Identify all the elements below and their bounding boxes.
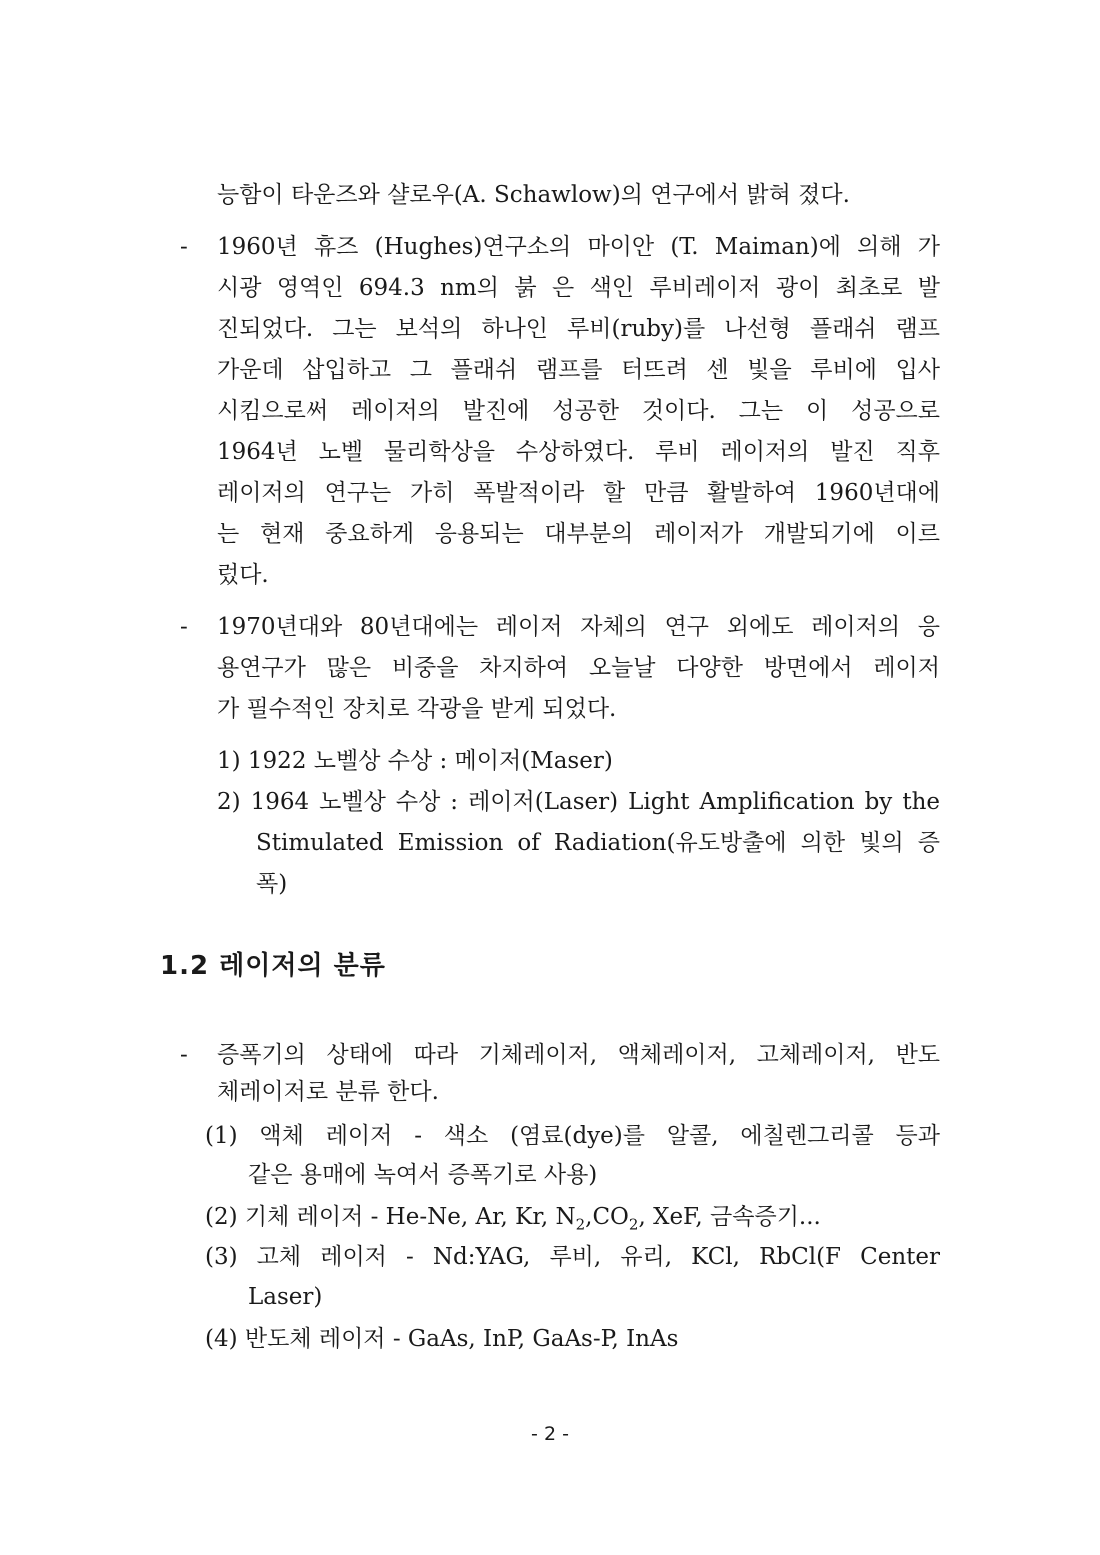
nobel-item-continuation: 폭) [256, 871, 288, 897]
paragraph-line: 가 필수적인 장치로 각광을 받게 되었다. [217, 696, 617, 722]
laser-type-item: (4) 반도체 레이저 - GaAs, InP, GaAs-P, InAs [205, 1326, 679, 1352]
paragraph-line: 체레이저로 분류 한다. [217, 1079, 439, 1105]
paragraph-line: 시광 영역인 694.3 nm의 붉 은 색인 루비레이저 광이 최초로 발 [217, 275, 940, 301]
paragraph-line: 용연구가 많은 비중을 차지하여 오늘날 다양한 방면에서 레이저 [217, 655, 940, 681]
paragraph-line: 레이저의 연구는 가히 폭발적이라 할 만큼 활발하여 1960년대에 [217, 480, 940, 506]
laser-type-item: (2) 기체 레이저 - He-Ne, Ar, Kr, $N_2,CO_2$, XeF, 금속증기... [205, 1204, 821, 1234]
laser-type-item-continuation: Laser) [248, 1284, 323, 1310]
paragraph-line: 증폭기의 상태에 따라 기체레이저, 액체레이저, 고체레이저, 반도 [217, 1042, 940, 1068]
paragraph-line: 진되었다. 그는 보석의 하나인 루비(ruby)를 나선형 플래쉬 램프 [217, 316, 940, 342]
nobel-item: 2) 1964 노벨상 수상 : 레이저(Laser) Light Amplification by the [217, 789, 940, 815]
laser-type-item: (1) 액체 레이저 - 색소 (염료(dye)를 알콜, 에칠렌그리콜 등과 [205, 1123, 940, 1149]
nobel-item-continuation: Stimulated Emission of Radiation(유도방출에 의한 빛의 증 [256, 830, 940, 856]
laser-type-item: (3) 고체 레이저 - Nd:YAG, 루비, 유리, KCl, RbCl(F Center [205, 1244, 940, 1270]
page-number: - 2 - [531, 1423, 569, 1445]
paragraph-line: 능함이 타운즈와 샬로우(A. Schawlow)의 연구에서 밝혀 졌다. [217, 182, 850, 208]
paragraph-line: 가운데 삽입하고 그 플래쉬 램프를 터뜨려 센 빛을 루비에 입사 [217, 357, 940, 383]
paragraph-line: 는 현재 중요하게 응용되는 대부분의 레이저가 개발되기에 이르 [217, 521, 940, 547]
bullet-dash: - [180, 234, 188, 260]
laser-type-item-continuation: 같은 용매에 녹여서 증폭기로 사용) [248, 1162, 598, 1188]
nobel-item: 1) 1922 노벨상 수상 : 메이저(Maser) [217, 748, 613, 774]
bullet-dash: - [180, 614, 188, 640]
paragraph-line: 시킴으로써 레이저의 발진에 성공한 것이다. 그는 이 성공으로 [217, 398, 940, 424]
bullet-dash: - [180, 1042, 188, 1068]
paragraph-line: 1964년 노벨 물리학상을 수상하였다. 루비 레이저의 발진 직후 [217, 439, 940, 465]
paragraph-line: 1970년대와 80년대에는 레이저 자체의 연구 외에도 레이저의 응 [217, 614, 940, 640]
section-heading: 1.2 레이저의 분류 [160, 951, 386, 981]
paragraph-line: 1960년 휴즈 (Hughes)연구소의 마이안 (T. Maiman)에 의해 가 [217, 234, 940, 260]
paragraph-line: 렀다. [217, 562, 269, 588]
